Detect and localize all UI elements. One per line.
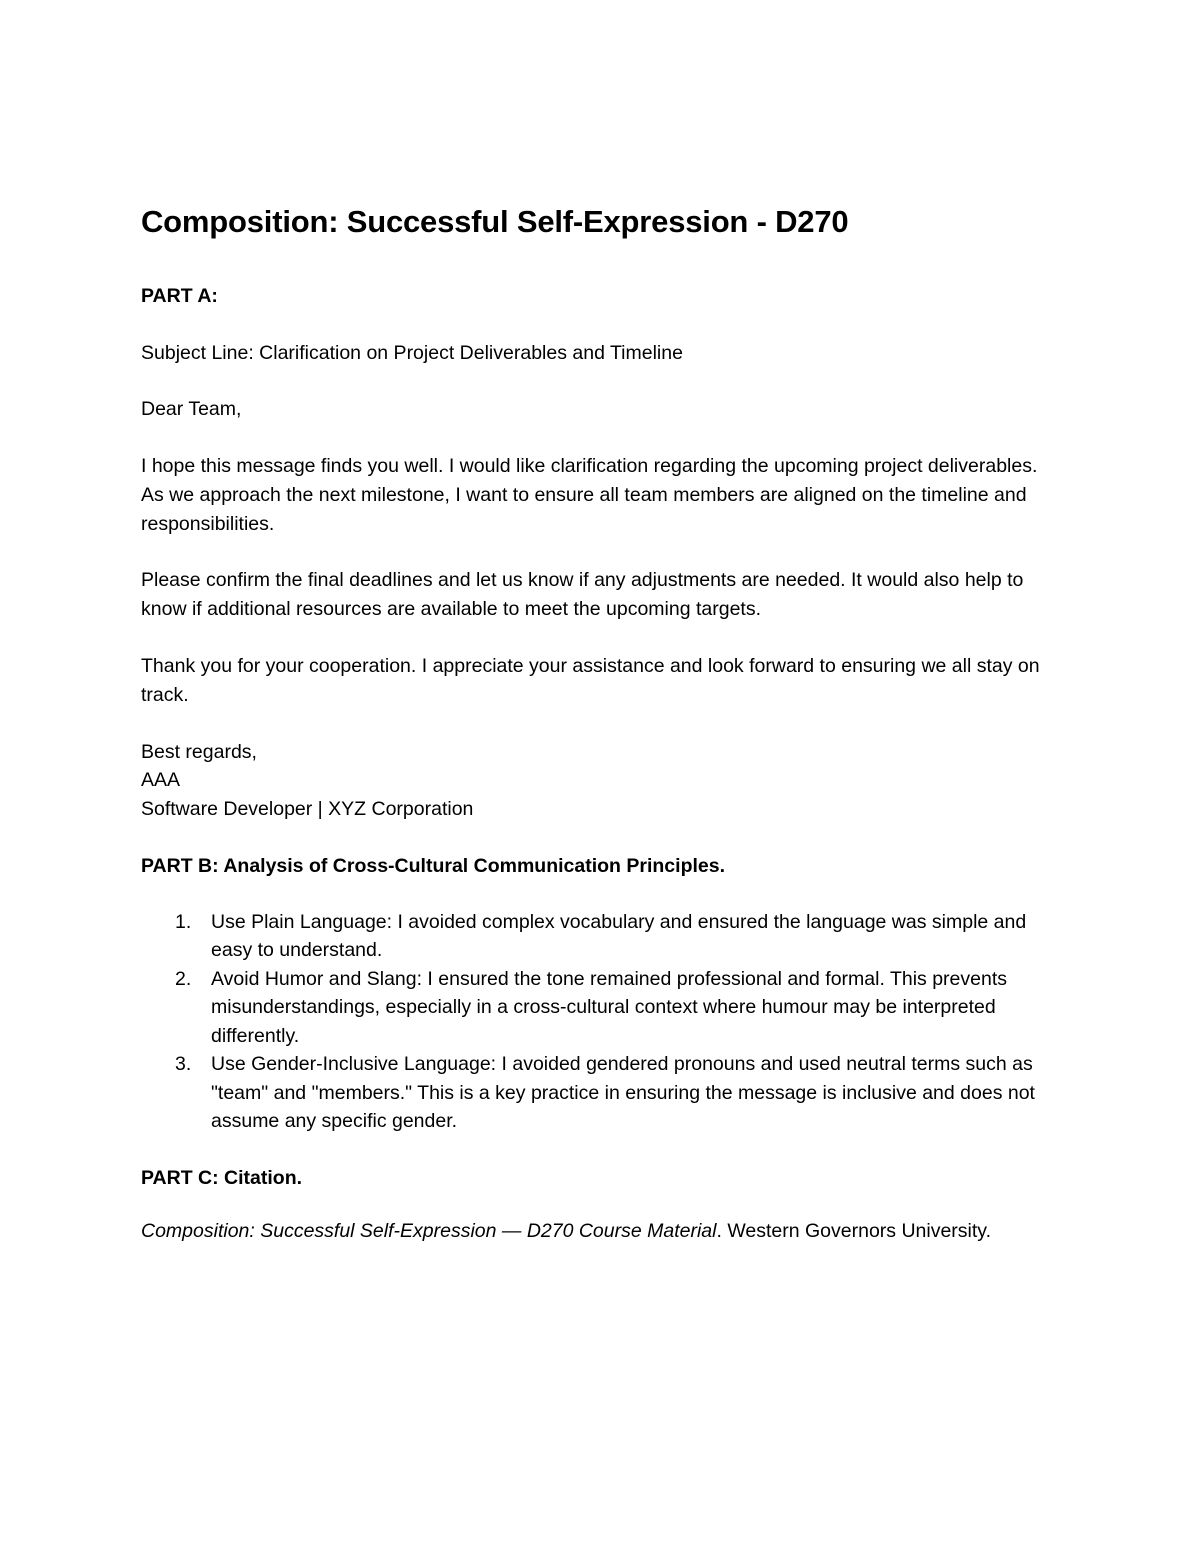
list-item: [141, 1050, 1061, 1136]
subject-line: Subject Line: Clarification on Project Deliverables and Timeline: [141, 341, 683, 364]
list-item-text: Avoid Humor and Slang: I ensured the tone remained professional and formal. This prevents misunderstandings, especially in a cross-cultural context where humour may be interpreted differently.: [211, 967, 1007, 1047]
document-title: Composition: Successful Self-Expression - D270: [141, 204, 849, 239]
list-item-text: Use Plain Language: I avoided complex vocabulary and ensured the language was simple and easy to understand.: [211, 910, 1027, 962]
list-item-number: 2.: [175, 967, 192, 990]
list-item: [141, 908, 1061, 965]
list-item: [141, 965, 1061, 1051]
closing: Best regards,: [141, 740, 257, 763]
part-c-heading: PART C: Citation.: [141, 1166, 303, 1189]
list-item-text: Use Gender-Inclusive Language: I avoided gendered pronouns and used neutral terms such as "team" and "members." This is a key practice in ensuring the message is inclusive and does not assume any specific gender.: [211, 1053, 1035, 1133]
list-item-number: 3.: [175, 1053, 192, 1076]
greeting: Dear Team,: [141, 398, 242, 421]
part-c-section: [141, 1164, 1061, 1244]
part-b-section: [141, 852, 1061, 1136]
part-a-section: [141, 282, 1061, 824]
list-item-number: 1.: [175, 910, 192, 933]
signature-name: AAA: [141, 769, 181, 792]
citation-title: Composition: Successful Self-Expression — D270 Course Material: [141, 1220, 717, 1243]
email-paragraph-3: Thank you for your cooperation. I appreciate your assistance and look forward to ensuring we all stay on track.: [141, 655, 1040, 706]
signature-title: Software Developer | XYZ Corporation: [141, 798, 474, 821]
part-b-heading: PART B: Analysis of Cross-Cultural Communication Principles.: [141, 855, 726, 878]
email-paragraph-2: Please confirm the final deadlines and let us know if any adjustments are needed. It would also help to know if additional resources are available to meet the upcoming targets.: [141, 569, 1024, 621]
part-a-heading: PART A:: [141, 285, 218, 307]
principles-list: [141, 908, 1061, 1136]
email-paragraph-1: I hope this message finds you well. I would like clarification regarding the upcoming project deliverables. As we approach the next milestone, I want to ensure all team members are aligned on the timeline and responsibilities.: [141, 455, 1038, 535]
citation-publisher: . Western Governors University.: [716, 1220, 992, 1243]
document-page: [141, 200, 1061, 1243]
citation: [141, 1219, 1061, 1243]
